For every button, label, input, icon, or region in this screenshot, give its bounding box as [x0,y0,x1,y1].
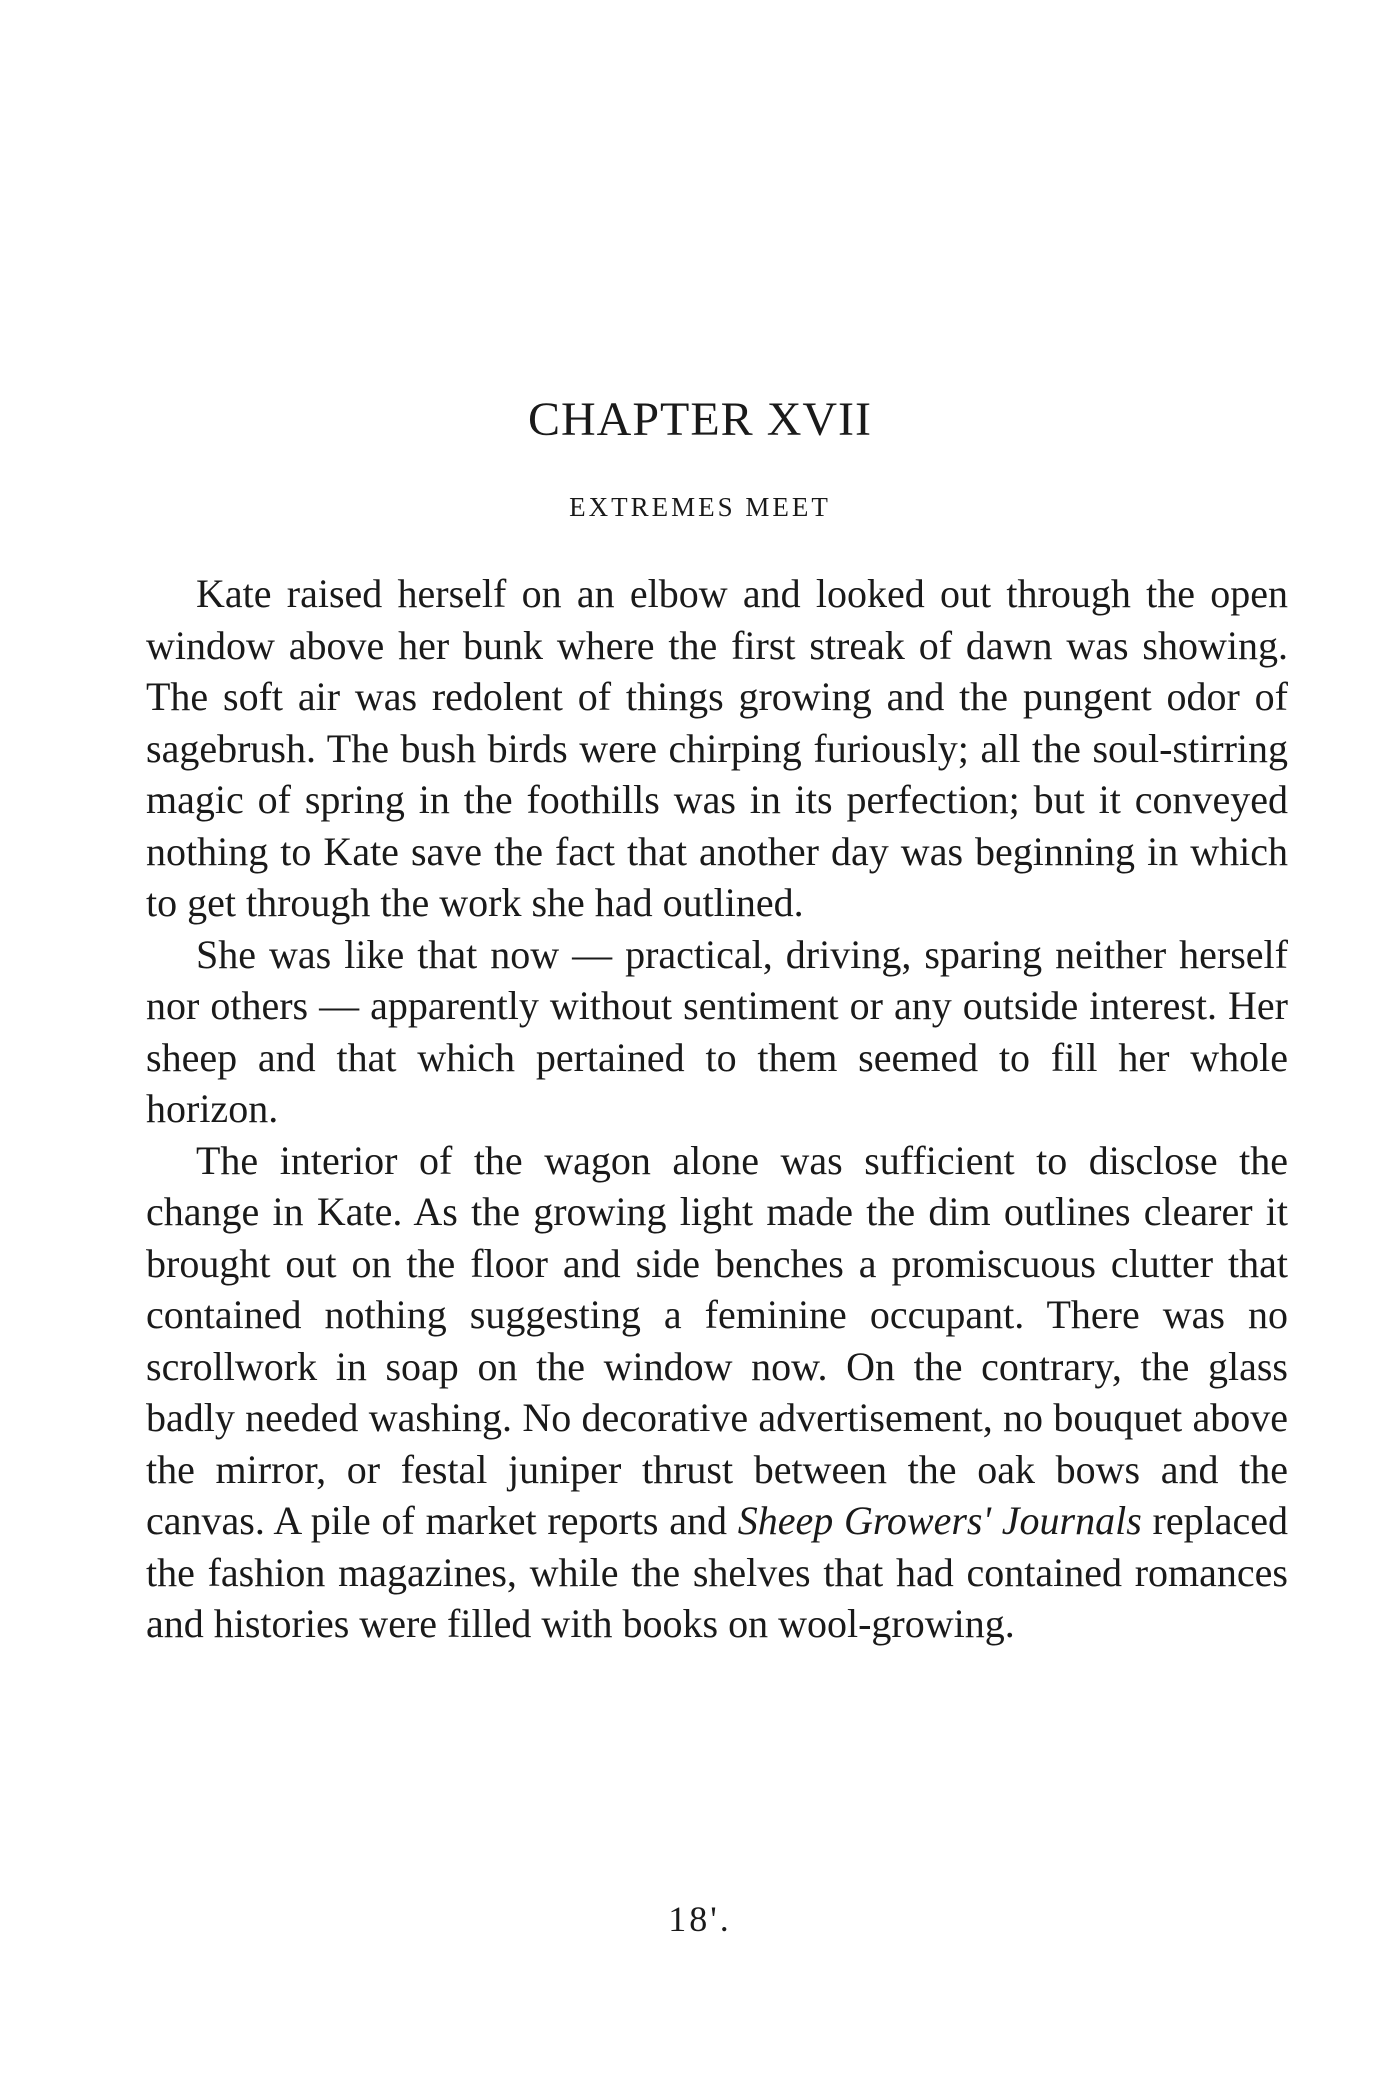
paragraph-3-text-start: The interior of the wagon alone was sufficient to disclose the change in Kate. As the growing light made the dim outlines clearer it brought out on the floor and side benches a promiscuous clutter that contained nothing suggesting a feminine occupant. There was no scrollwork in soap on the window now. On the contrary, the glass badly needed washing. No decorative advertisement, no bouquet above the mirror, or festal juniper thrust between the oak bows and the canvas. A pile of market reports and [146,1137,1288,1543]
chapter-body [146,568,1288,1650]
chapter-subtitle: EXTREMES MEET [569,492,831,522]
paragraph-3-text-end: replaced the fashion magazines, while the shelves that had contained romances and histories were filled with books on wool-growing. [146,1498,1288,1646]
chapter-heading: CHAPTER XVII [528,393,872,446]
paragraph-2: She was like that now — practical, driving, sparing neither herself nor others — apparently without sentiment or any outside interest. Her sheep and that which pertained to them seemed to fill her whole horizon. [146,931,1288,1131]
page-number: 18'. [668,1899,732,1939]
journal-title-italic: Sheep Growers' Journals [737,1498,1142,1543]
paragraph-3 [146,1135,1288,1650]
paragraph-1: Kate raised herself on an elbow and looked out through the open window above her bunk where the first streak of dawn was showing. The soft air was redolent of things growing and the pungent odor of sagebrush. The bush birds were chirping furiously; all the soul-stirring magic of spring in the foothills was in its perfection; but it conveyed nothing to Kate save the fact that another day was beginning in which to get through the work she had outlined. [146,571,1288,925]
